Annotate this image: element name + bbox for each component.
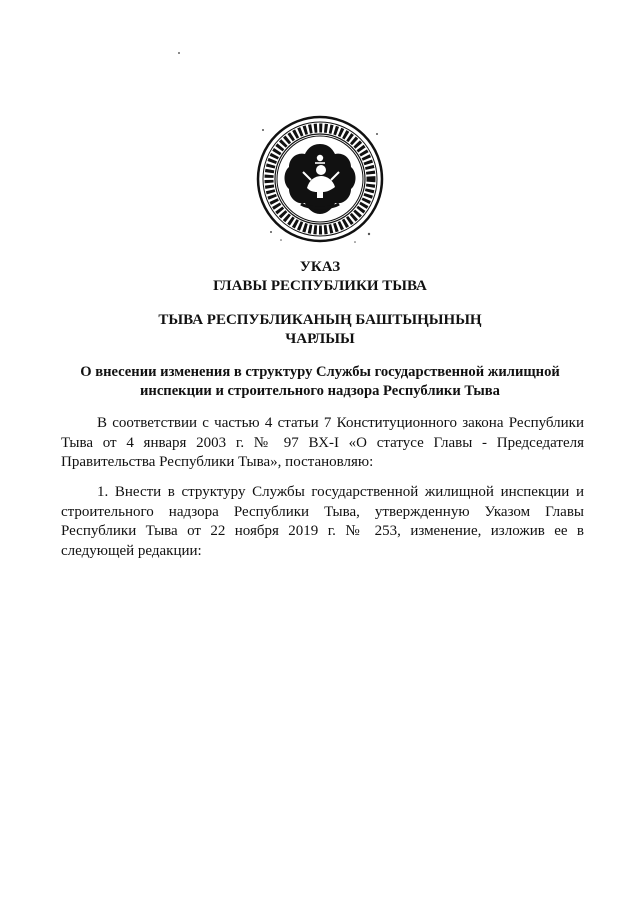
tuva-coat-of-arms-icon [251,110,389,248]
decree-title-tuvan-line2: ЧАРЛЫЫ [285,331,355,347]
decree-subject-line2: инспекции и строительного надзора Республики Тыва [140,383,500,399]
scan-speck [178,52,180,54]
decree-title-tuvan-line1: ТЫВА РЕСПУБЛИКАНЫҢ БАШТЫҢЫНЫҢ [158,312,482,328]
body-paragraph-1: В соответствии с частью 4 статьи 7 Конституционного закона Республики Тыва от 4 января 2003 г. № 97 ВХ-I «О статусе Главы - Председателя Правительства Республики Тыва», постановляю: [61,415,584,470]
decree-title [0,258,640,296]
body-paragraph-2: 1. Внести в структуру Службы государственной жилищной инспекции и строительного надзора Республики Тыва, утвержденную Указом Главы Республики Тыва от 22 ноября 2019 г. № 253, изменение, изложив ее в следующей редакции: [61,484,584,559]
decree-title-line1: УКАЗ [299,259,341,275]
decree-subject [70,363,570,401]
decree-title-tuvan [0,311,640,349]
decree-title-line2: ГЛАВЫ РЕСПУБЛИКИ ТЫВА [213,278,427,294]
decree-subject-line1: О внесении изменения в структуру Службы государственной жилищной [80,364,560,380]
